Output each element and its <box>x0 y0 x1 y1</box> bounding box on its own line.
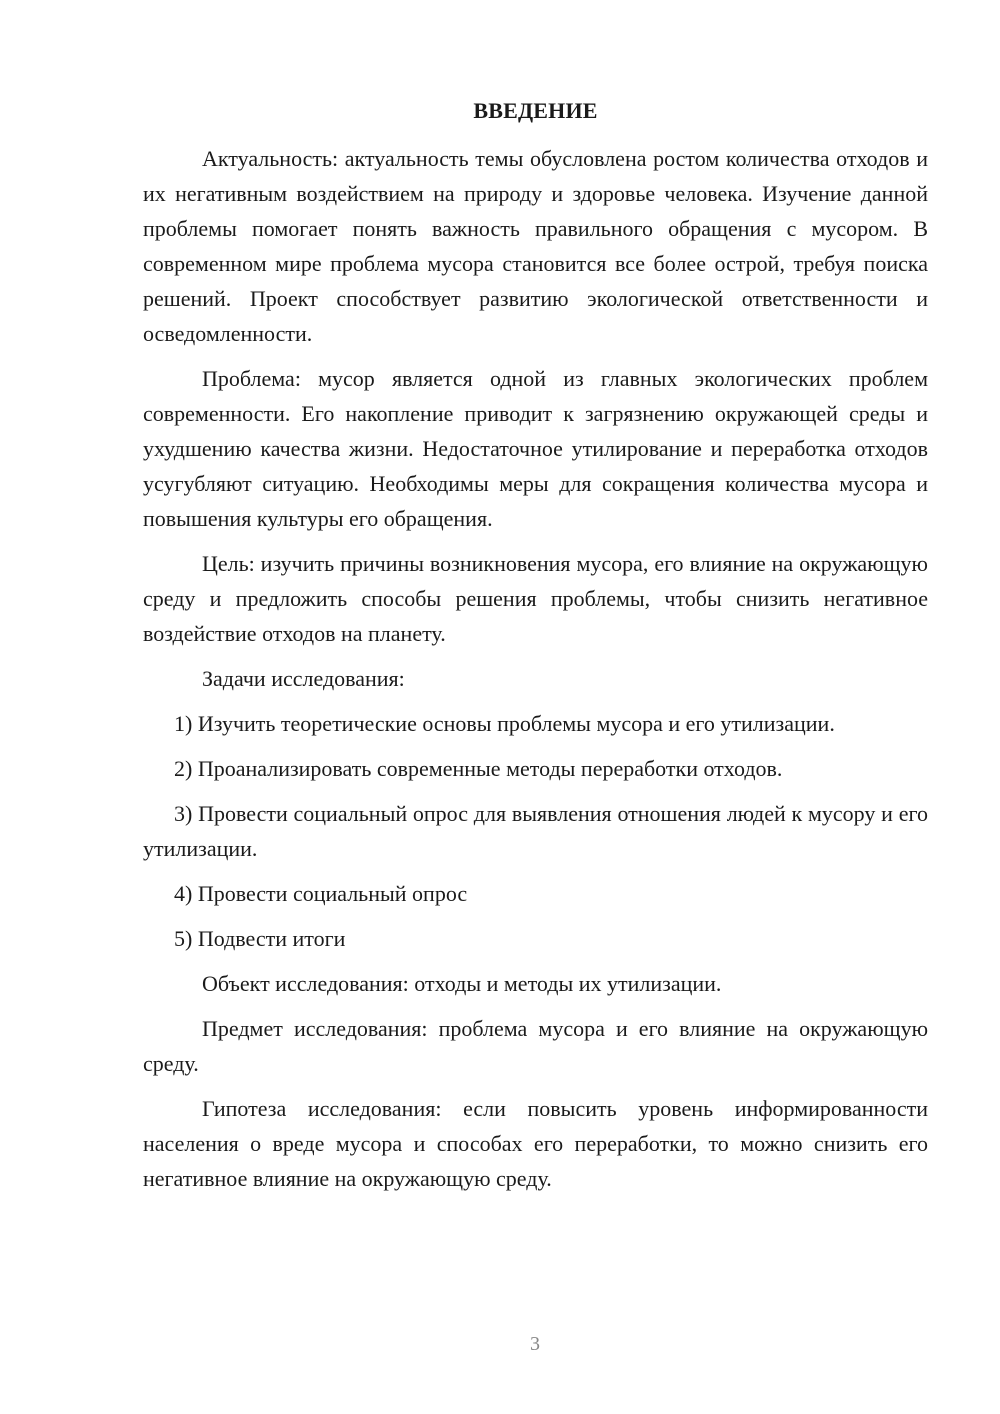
paragraph-goal: Цель: изучить причины возникновения мусора, его влияние на окружающую среду и предложить способы решения проблемы, чтобы снизить негативное воздействие отходов на планету. <box>143 551 928 646</box>
task-item-5: 5) Подвести итоги <box>174 926 346 951</box>
paragraph-object: Объект исследования: отходы и методы их утилизации. <box>202 971 722 996</box>
task-item-4: 4) Провести социальный опрос <box>174 881 468 906</box>
page-number: 3 <box>530 1333 540 1355</box>
section-heading: ВВЕДЕНИЕ <box>473 98 598 123</box>
paragraph-hypothesis: Гипотеза исследования: если повысить уровень информированности населения о вреде мусора и способах его переработки, то можно снизить его негативное влияние на окружающую среду. <box>143 1096 928 1191</box>
task-item-1: 1) Изучить теоретические основы проблемы мусора и его утилизации. <box>174 711 835 736</box>
paragraph-subject: Предмет исследования: проблема мусора и его влияние на окружающую среду. <box>143 1016 928 1076</box>
paragraph-tasks-title: Задачи исследования: <box>202 666 405 691</box>
paragraph-relevance: Актуальность: актуальность темы обусловлена ростом количества отходов и их негативным воздействием на природу и здоровье человека. Изучение данной проблемы помогает понять важность правильного обращения с мусором. В современном мире проблема мусора становится все более острой, требуя поиска решений. Проект способствует развитию экологической ответственности и осведомленности. <box>143 146 928 346</box>
document-page <box>143 95 928 1206</box>
task-item-3: 3) Провести социальный опрос для выявления отношения людей к мусору и его утилизации. <box>143 801 928 861</box>
paragraph-problem: Проблема: мусор является одной из главных экологических проблем современности. Его накопление приводит к загрязнению окружающей среды и ухудшению качества жизни. Недостаточное утилирование и переработка отходов усугубляют ситуацию. Необходимы меры для сокращения количества мусора и повышения культуры его обращения. <box>143 366 928 531</box>
task-item-2: 2) Проанализировать современные методы переработки отходов. <box>174 756 783 781</box>
